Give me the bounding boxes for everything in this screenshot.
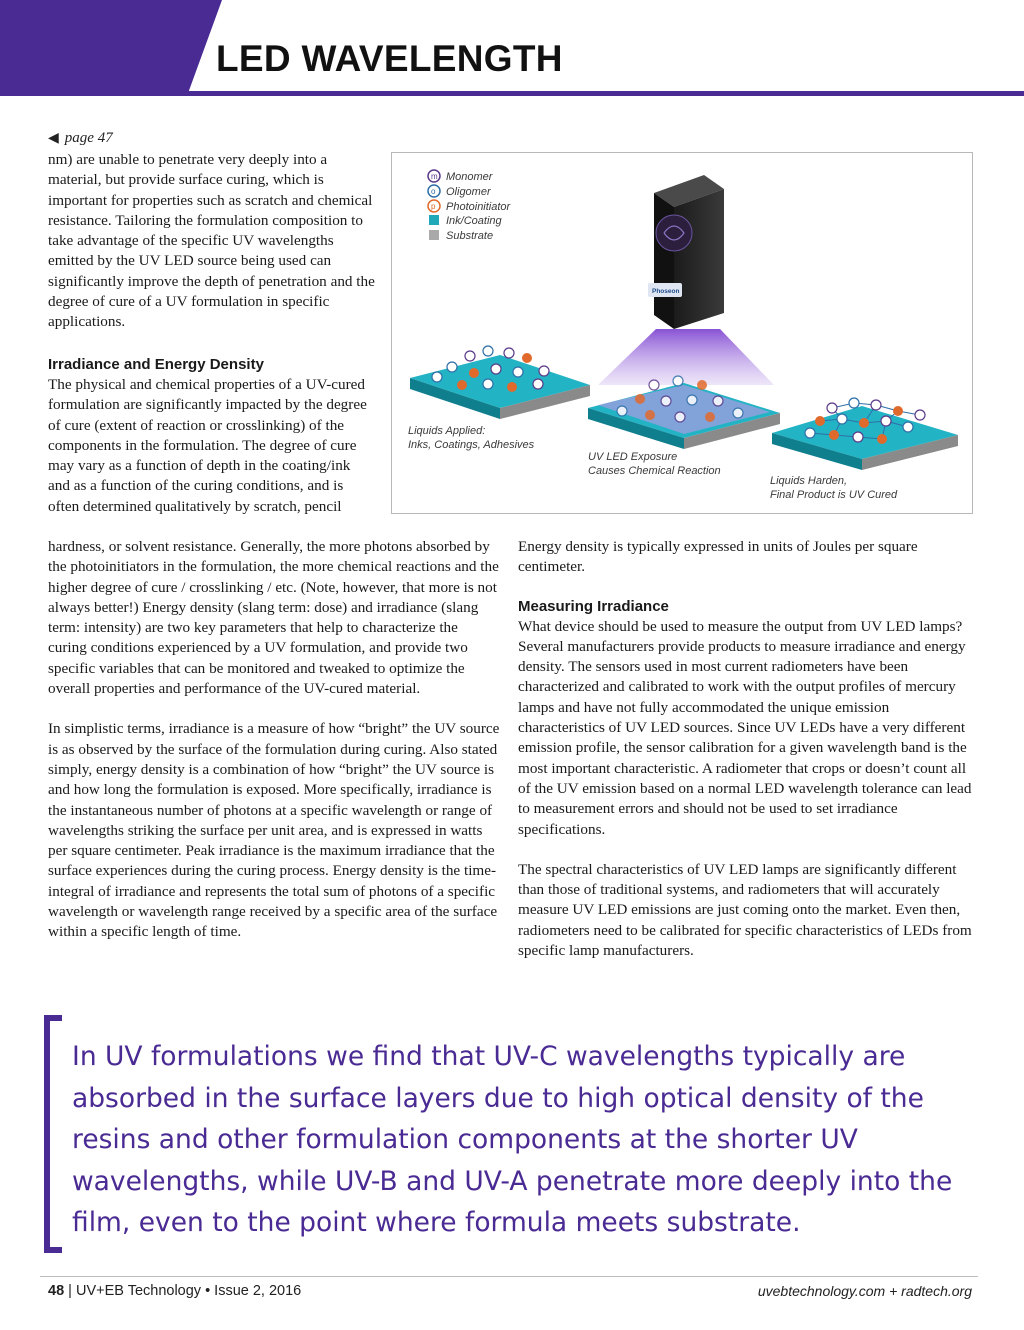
step2-label-line2: Causes Chemical Reaction [588, 465, 721, 477]
monomer-symbol: m [431, 172, 438, 181]
footer-urls[interactable]: uvebtechnology.com + radtech.org [757, 1283, 972, 1299]
figure-illustration [392, 153, 972, 513]
section1-paragraph-top: The physical and chemical properties of a UV-cured formulation are significantly impacted by the degree of cure (extent of reaction or crosslinking) of the components in the formulation. The degree of cure may vary as a function of depth in the coating/ink and as a function of the curing conditions, and is often determined qualitatively by scratch, pencil [48, 376, 367, 515]
step1-label-line1: Liquids Applied: [408, 425, 486, 437]
measuring-paragraph-1: What device should be used to measure the output from UV LED lamps? Several manufacturers provide products to measure irradiance and energy density. The sensors used in most current radiometers have been characterized and calibrated to work with the output profiles of mercury lamps and have not fully accommodated the unique emission characteristics of UV LED sources. Since UV LEDs have a very different emission profile, the sensor calibration for a given wavelength band is the most important characteristic. A radiometer that crops or doesn’t count all of the UV emission based on a normal LED wavelength tolerance can lead to measurement errors and should not be used to set irradiance specifications. [518, 617, 972, 838]
step3-label-line2: Final Product is UV Cured [770, 489, 898, 501]
right-column-block [518, 537, 976, 961]
legend-item-photoinitiator [428, 200, 512, 213]
uv-curing-process-figure [391, 152, 973, 514]
legend-item-ink-coating [429, 215, 503, 227]
header-rule [187, 91, 1024, 96]
page-number: 48 [48, 1283, 65, 1299]
photoinitiator-symbol: p [431, 202, 436, 211]
pull-quote: In UV formulations we find that UV-C wavelengths typically are absorbed in the surface layers due to high optical density of the resins and other formulation components at the shorter UV wavelengths, while UV-B and UV-A penetrate more deeply into the film, even to the point where formula meets substrate. [72, 1041, 953, 1238]
led-lamp-icon [648, 175, 724, 329]
substrate-swatch-icon [429, 230, 439, 240]
legend-label-substrate: Substrate [446, 230, 494, 242]
panel-uv-exposure [588, 376, 780, 477]
header-accent-tab [0, 0, 222, 96]
continuation-marker[interactable] [48, 130, 113, 147]
section1-paragraph-bottom: hardness, or solvent resistance. Generally, the more photons absorbed by the photoinitiators in the formulation, the more chemical reactions and the higher degree of cure / crosslinking / etc. (Note, however, that more is not always better!) Energy density (slang term: dose) and irradiance (slang term: intensity) are two key parameters that help to characterize the curing conditions experienced by a UV formulation, and provide two specific variables that can be monitored and tweaked to optimize the overall properties and performance of the UV-cured material. [48, 538, 499, 698]
legend-label-oligomer: Oligomer [446, 186, 491, 198]
intro-paragraph-block [48, 150, 378, 333]
panel-final-cured [770, 398, 958, 501]
step2-label-line1: UV LED Exposure [588, 451, 678, 463]
continuation-text: page 47 [64, 130, 113, 146]
section1-top-block [48, 355, 370, 517]
figure-legend [428, 170, 512, 242]
pull-quote-bracket [44, 1015, 62, 1253]
energy-density-units-paragraph: Energy density is typically expressed in units of Joules per square centimeter. [518, 538, 918, 576]
step3-label-line1: Liquids Harden, [770, 475, 848, 487]
step1-label-line2: Inks, Coatings, Adhesives [408, 439, 535, 451]
footer-separator: | [68, 1283, 76, 1299]
legend-label-photoinitiator: Photoinitiator [446, 201, 511, 213]
section1-bottom-block [48, 537, 500, 943]
footer-rule [40, 1276, 978, 1277]
lamp-brand-logo: Phoseon [652, 288, 680, 295]
back-arrow-icon: ◀ [48, 131, 59, 146]
publication-name: UV+EB Technology • Issue 2, 2016 [75, 1283, 302, 1299]
page-title: LED WAVELENGTH [216, 38, 563, 79]
oligomer-symbol: o [431, 187, 436, 196]
uv-light-beam [598, 329, 774, 385]
panel-liquids-applied [408, 346, 590, 451]
footer-left [48, 1283, 301, 1299]
legend-item-monomer [428, 170, 494, 183]
section-heading-irradiance: Irradiance and Energy Density [48, 356, 264, 373]
measuring-paragraph-2: The spectral characteristics of UV LED lamps are significantly different than those of traditional systems, and radiometers that will accurately measure UV LED emissions are just coming onto the market. Even then, radiometers need to be calibrated for specific characteristics of LEDs from specific lamp manufacturers. [518, 860, 972, 960]
legend-item-oligomer [428, 185, 492, 198]
legend-label-ink-coating: Ink/Coating [446, 215, 502, 227]
legend-item-substrate [429, 230, 493, 242]
intro-paragraph: nm) are unable to penetrate very deeply into a material, but provide surface curing, which is important for properties such as scratch and chemical resistance. Tailoring the formulation composition to take advantage of the specific UV wavelengths emitted by the UV LED source being used can significantly improve the depth of penetration and the degree of cure of a UV formulation in specific applications. [48, 151, 375, 331]
ink-coating-swatch-icon [429, 215, 439, 225]
legend-label-monomer: Monomer [446, 171, 493, 183]
section1-paragraph-2: In simplistic terms, irradiance is a measure of how “bright” the UV source is as observed by the surface of the formulation during curing. Also stated simply, energy density is a combination of how “bright” the UV source is and how long the formulation is exposed. More specifically, irradiance is the instantaneous number of photons at a specific wavelength or range of wavelengths striking the surface per unit area, and is expressed in watts per square centimeter. Peak irradiance is the maximum irradiance that the surface experiences during the curing process. Energy density is the time-integral of irradiance and represents the total sum of photons of a specific wavelength or wavelength range received by a specific area of the surface within a specific length of time. [48, 720, 500, 941]
section-heading-measuring: Measuring Irradiance [518, 597, 669, 615]
